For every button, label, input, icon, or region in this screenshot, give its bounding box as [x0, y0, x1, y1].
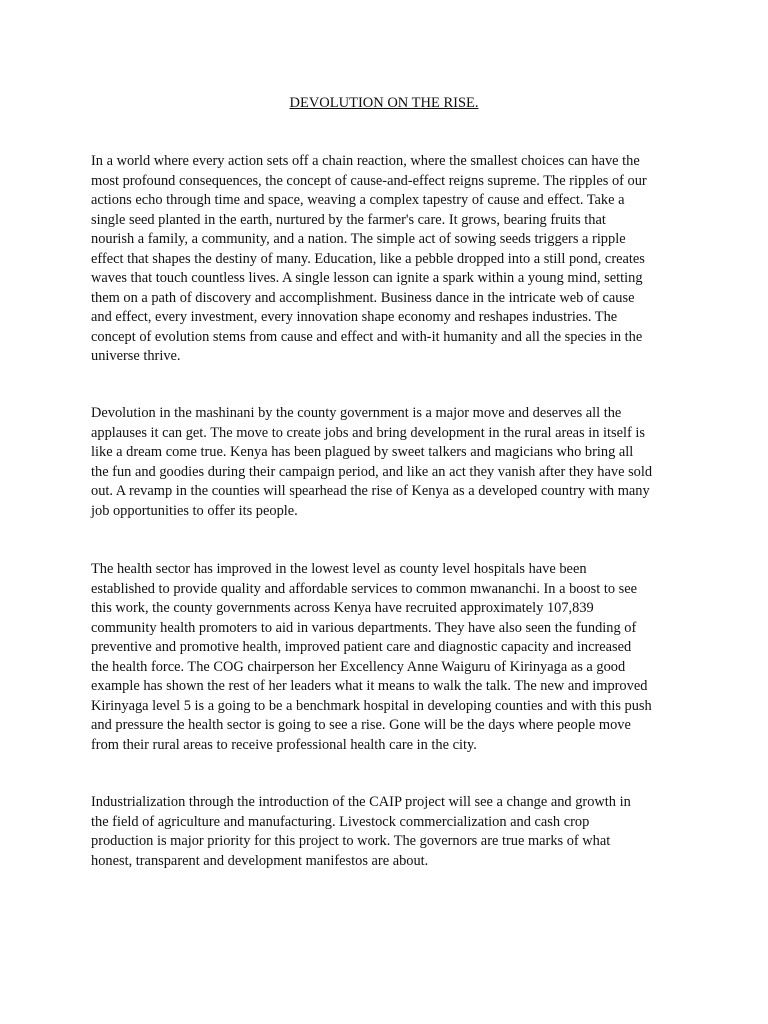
paragraph-line: from their rural areas to receive professional health care in the city.: [91, 736, 477, 753]
paragraph-line: job opportunities to offer its people.: [91, 502, 298, 519]
paragraph-line: most profound consequences, the concept of cause-and-effect reigns supreme. The ripples of our: [91, 172, 647, 189]
document-title: DEVOLUTION ON THE RISE.: [289, 95, 479, 111]
paragraph-line: In a world where every action sets off a chain reaction, where the smallest choices can have the: [91, 153, 640, 169]
paragraph-line: universe thrive.: [91, 348, 181, 364]
paragraph-intro: [91, 152, 691, 367]
paragraph-line: actions echo through time and space, weaving a complex tapestry of cause and effect. Take a: [91, 192, 625, 208]
paragraph-line: nourish a family, a community, and a nation. The simple act of sowing seeds triggers a ripple: [91, 231, 626, 247]
paragraph-industrialization: [91, 793, 691, 871]
paragraph-health-sector: [91, 560, 691, 755]
paragraph-line: example has shown the rest of her leaders what it means to walk the talk. The new and improved: [91, 678, 648, 694]
paragraph-line: honest, transparent and development manifestos are about.: [91, 852, 429, 869]
paragraph-line: applauses it can get. The move to create jobs and bring development in the rural areas in itself is: [91, 424, 645, 441]
paragraph-devolution: [91, 404, 691, 521]
paragraph-line: the fun and goodies during their campaign period, and like an act they vanish after they have sold: [91, 463, 653, 480]
paragraph-line: Industrialization through the introduction of the CAIP project will see a change and growth in: [91, 794, 631, 810]
paragraph-line: this work, the county governments across Kenya have recruited approximately 107,839: [91, 600, 594, 616]
paragraph-line: preventive and promotive health, improved patient care and diagnostic capacity and increased: [91, 639, 632, 655]
paragraph-line: the field of agriculture and manufacturing. Livestock commercialization and cash crop: [91, 813, 590, 830]
paragraph-line: The health sector has improved in the lowest level as county level hospitals have been: [91, 561, 587, 577]
paragraph-line: Devolution in the mashinani by the county government is a major move and deserves all the: [91, 405, 622, 421]
paragraph-line: and pressure the health sector is going to see a rise. Gone will be the days where people move: [91, 717, 631, 733]
paragraph-line: Kirinyaga level 5 is a going to be a benchmark hospital in developing counties and with this push: [91, 697, 652, 714]
paragraph-line: established to provide quality and affordable services to common mwananchi. In a boost to see: [91, 580, 638, 597]
paragraph-line: like a dream come true. Kenya has been plagued by sweet talkers and magicians who bring all: [91, 444, 634, 460]
paragraph-line: effect that shapes the destiny of many. Education, like a pebble dropped into a still pond, creates: [91, 250, 645, 267]
paragraph-line: and effect, every investment, every innovation shape economy and reshapes industries. The: [91, 309, 618, 325]
paragraph-line: the health force. The COG chairperson her Excellency Anne Waiguru of Kirinyaga as a good: [91, 658, 626, 675]
paragraph-line: out. A revamp in the counties will spearhead the rise of Kenya as a developed country with many: [91, 483, 650, 499]
paragraph-line: community health promoters to aid in various departments. They have also seen the funding of: [91, 619, 637, 636]
paragraph-line: concept of evolution stems from cause and effect and with-it humanity and all the species in the: [91, 328, 643, 345]
paragraph-line: waves that touch countless lives. A single lesson can ignite a spark within a young mind, setting: [91, 270, 643, 286]
paragraph-line: production is major priority for this project to work. The governors are true marks of what: [91, 833, 611, 849]
paragraph-line: single seed planted in the earth, nurtured by the farmer's care. It grows, bearing fruits that: [91, 211, 606, 228]
paragraph-line: them on a path of discovery and accomplishment. Business dance in the intricate web of cause: [91, 289, 635, 306]
